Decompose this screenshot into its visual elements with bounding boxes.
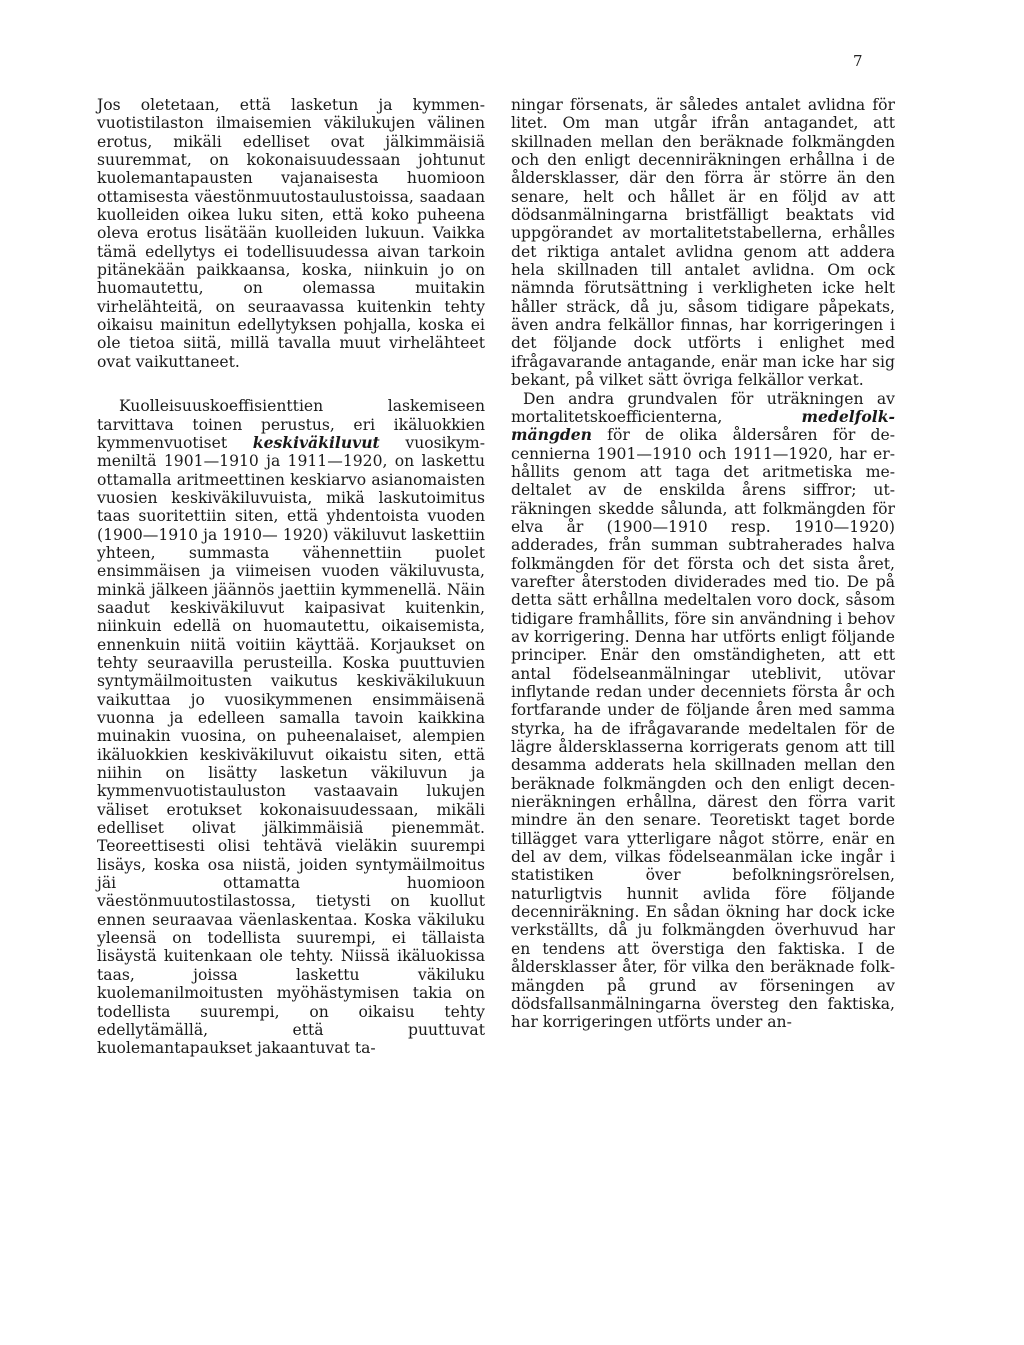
left-paragraph-2 xyxy=(97,397,485,1057)
right-paragraph-2-emphasis: medelfolkmängden xyxy=(511,406,895,445)
right-paragraph-2-rest: för de olika åldersåren för decennierna 1901—1910 och 1911—1920, har erhållits genom att taga det aritmetiska medeltalet av de enskilda årens siffror; uträkningen skedde sålunda, att folkmängden för elva år (1900—1910 resp. 1910—1920) adderades, från summan subtraherades halva folkmängden för det första och det sista året, varefter återstoden dividerades med tio. De på detta sätt erhållna medeltalen voro dock, såsom tidigare framhållits, före sin användning i behov av korrigering. Denna har utförts enligt följande principer. Enär den omständigheten, att ett antal födelseanmälningar uteblivit, utövar inflytande redan under decenniets första år och fortfarande under de följande åren med samma styrka, ha de ifrågavarande medeltalen för de lägre åldersklasserna korrigerats genom att till desamma adderats hela skillnaden mellan den beräknade folkmängden och den enligt decennieräkningen erhållna, därest den förra varit mindre än den senare. Teoretiskt taget borde tillägget vara ytterligare något större, enär en del av dem, vilkas födelseanmälan icke ingår i statistiken över befolkningsrörelsen, naturligtvis hunnit avlida före följande decenniräkning. En sådan ökning har dock icke verkställts, då ju folkmängden överhuvud har en tendens att överstiga den faktiska. I de åldersklasser åter, för vilka den beräknade folkmängden på grund av förseningen av dödsfallsanmälningarna översteg den faktiska, har korrigeringen utförts under an- xyxy=(511,426,895,1032)
right-paragraph-2 xyxy=(511,390,895,1032)
right-paragraph-1: ningar försenats, är således antalet avlidna för litet. Om man utgår ifrån antagandet, att skillnaden mellan den beräknade folkmängden och den enligt decenniräkningen erhållna i de åldersklasser, där den förra är större än den senare, helt och hållet är en följd av att dödsanmälningarna bristfälligt beaktats vid uppgörandet av mortalitetstabellerna, erhålles det riktiga antalet avlidna genom att addera hela skillnaden till antalet avlidna. Om ock nämnda förutsättning i verkligheten icke helt håller sträck, då ju, såsom tidigare påpekats, även andra felkällor finnas, har korrigeringen i det följande dock utförts i enlighet med ifrågavarande antagande, enär man icke har sig bekant, på vilket sätt övriga felkällor verkat. xyxy=(511,96,895,390)
left-paragraph-2-start: Kuolleisuuskoeffisienttien laskemiseen tarvittava toinen perustus, eri ikäluokkien kymmenvuotiset xyxy=(97,397,485,452)
left-paragraph-2-emphasis: keskiväkiluvut xyxy=(252,432,380,452)
left-column xyxy=(97,96,485,1058)
left-paragraph-2-rest: vuosikymmeniltä 1901—1910 ja 1911—1920, on laskettu ottamalla aritmeettinen keskiarvo asianomaisten vuosien keskiväkiluvuista, mikä laskutoimitus taas suoritettiin siten, että yhdentoista vuoden (1900—1910 ja 1910— 1920) väkiluvut laskettiin yhteen, summasta vähennettiin puolet ensimmäisen ja viimeisen vuoden väkiluvusta, minkä jälkeen jäännös jaettiin kymmenellä. Näin saadut keskiväkiluvut kaipasivat kuitenkin, niinkuin edellä on huomautettu, oikaisemista, ennenkuin niitä voitiin käyttää. Korjaukset on tehty seuraavilla perusteilla. Koska puuttuvien syntymäilmoitusten vaikutus keskiväkilukuun vaikuttaa jo vuosikymmenen ensimmäisenä vuonna ja edelleen samalla tavoin kaikkina muinakin vuosina, on puheenalaiset, alempien ikäluokkien keskiväkiluvut oikaistu siten, että niihin on lisätty lasketun väkiluvun ja kymmenvuotistauluston vastaavain lukujen väliset erotukset kokonaisuudessaan, mikäli edelliset olivat jälkimmäisiä pienemmät. Teoreettisesti olisi tehtävä vieläkin suurempi lisäys, koska osa niistä, joiden syntymäilmoitus jäi ottamatta huomioon väestönmuutostilastossa, tietysti on kuollut ennen seuraavaa väenlaskentaa. Koska väkiluku yleensä on todellista suurempi, ei tällaista lisäystä kuitenkaan ole tehty. Niissä ikäluokissa taas, joissa laskettu väkiluku kuolemanilmoitusten myöhästymisen takia on todellista suurempi, on oikaisu tehty edellytämällä, että puuttuvat kuolemantapaukset jakaantuvat ta- xyxy=(97,433,485,1058)
left-paragraph-1: Jos oletetaan, että lasketun ja kymmenvuotistilaston ilmaisemien väkilukujen välinen erotus, mikäli edelliset ovat jälkimmäisiä suuremmat, on kokonaisuudessaan johtunut kuolemantapausten vajanaisesta huomioon ottamisesta väestönmuutostaulustoissa, saadaan kuolleiden oikea luku siten, että koko puheena oleva erotus lisätään kuolleiden lukuun. Vaikka tämä edellytys ei todellisuudessa aivan tarkoin pitänekään paikkaansa, koska, niinkuin jo on huomautettu, on olemassa muitakin virhelähteitä, on seuraavassa kuitenkin tehty oikaisu mainitun edellytyksen pohjalla, koska ei ole tietoa siitä, millä tavalla muut virhelähteet ovat vaikuttaneet. xyxy=(97,96,485,371)
page-number: 7 xyxy=(853,52,863,70)
right-paragraph-2-start: Den andra grundvalen för uträkningen av mortalitetskoefficienterna, xyxy=(511,389,895,426)
right-column xyxy=(511,96,895,1032)
